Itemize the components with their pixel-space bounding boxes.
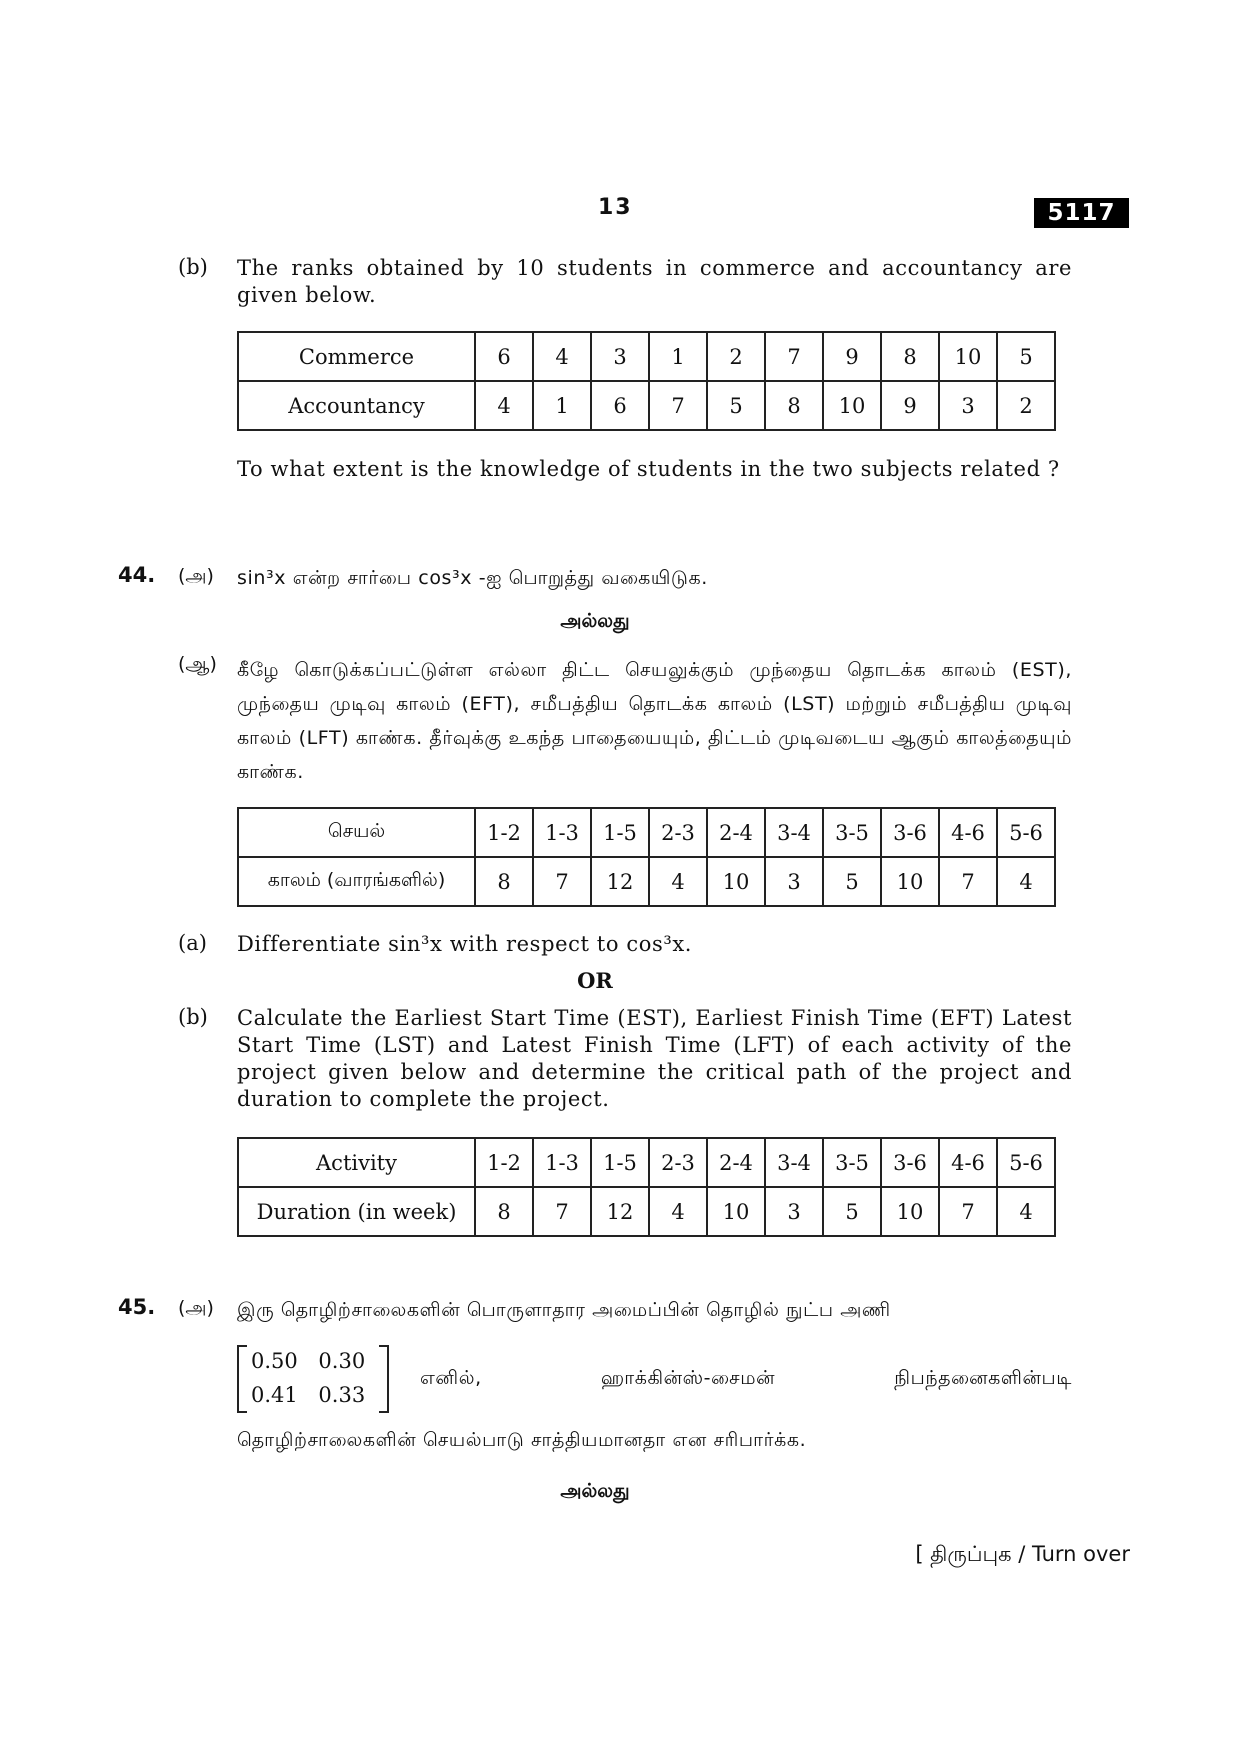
table-cell: 5	[823, 857, 881, 906]
q44-en-b-label: (b)	[178, 1005, 208, 1029]
q44-ta-b-label: (ஆ)	[178, 653, 217, 675]
table-cell: 1-5	[591, 808, 649, 857]
table-cell: 10	[707, 857, 765, 906]
table-row	[238, 857, 1055, 906]
table-cell: 4-6	[939, 1138, 997, 1187]
table-cell: 1	[533, 381, 591, 430]
turn-over-footer: [ திருப்புக / Turn over	[915, 1542, 1130, 1566]
q45-ta-a-mid: எனில், ஹாக்கின்ஸ்-சைமன் நிபந்தனைகளின்படி	[420, 1367, 1072, 1389]
table-cell: 1-2	[475, 1138, 533, 1187]
table-cell: 10	[939, 332, 997, 381]
table-cell: 2-3	[649, 808, 707, 857]
table-cell: 2	[707, 332, 765, 381]
table-cell: 8	[475, 1187, 533, 1236]
table-cell: 8	[765, 381, 823, 430]
table-cell: 3-4	[765, 808, 823, 857]
table-cell: 3-4	[765, 1138, 823, 1187]
en-activity-table	[237, 1137, 1056, 1237]
q43b-label: (b)	[178, 255, 208, 279]
table-cell: 7	[533, 1187, 591, 1236]
q45-ta-or: அல்லது	[560, 1480, 630, 1502]
table-cell: 5-6	[997, 808, 1055, 857]
q45-number: 45.	[118, 1295, 156, 1319]
q44-ta-b-text: கீழே கொடுக்கப்பட்டுள்ள எல்லா திட்ட செயலுக்கும் முந்தைய தொடக்க காலம் (EST), முந்தைய முடிவு காலம் (EFT), சமீபத்திய தொடக்க காலம் (LST) மற்றும் சமீபத்திய முடிவு காலம் (LFT) காண்க. தீர்வுக்கு உகந்த பாதையையும், திட்டம் முடிவடைய ஆகும் காலத்தையும் காண்க.	[237, 659, 1072, 783]
q44-en-or: OR	[577, 968, 613, 993]
table-cell: 2	[997, 381, 1055, 430]
table-cell: 7	[649, 381, 707, 430]
table-cell: 4	[533, 332, 591, 381]
table-row-head: காலம் (வாரங்களில்)	[238, 857, 475, 906]
q44-ta-a-text: sin³x என்ற சார்பை cos³x -ஐ பொறுத்து வகையிடுக.	[237, 567, 708, 589]
table-row-head: செயல்	[238, 808, 475, 857]
table-cell: 4-6	[939, 808, 997, 857]
table-cell: 12	[591, 1187, 649, 1236]
q44-en-b-text: Calculate the Earliest Start Time (EST), Earliest Finish Time (EFT) Latest Start Time (LST) and Latest Finish Time (LFT) of each activity of the project given below and determine the critical path of the project and duration to complete the project.	[237, 1006, 1072, 1111]
table-cell: 2-3	[649, 1138, 707, 1187]
table-cell: 3-6	[881, 808, 939, 857]
table-row-head: Commerce	[238, 332, 475, 381]
table-cell: 1-2	[475, 808, 533, 857]
table-cell: 10	[707, 1187, 765, 1236]
table-cell: 9	[881, 381, 939, 430]
matrix-row: 0.41 0.33	[251, 1383, 366, 1407]
table-cell: 3	[939, 381, 997, 430]
q44-en-a-label: (a)	[178, 931, 207, 955]
table-cell: 5	[823, 1187, 881, 1236]
table-cell: 6	[475, 332, 533, 381]
table-cell: 1	[649, 332, 707, 381]
technology-matrix	[237, 1345, 389, 1413]
q44-ta-or: அல்லது	[560, 610, 630, 632]
q45-ta-a-line3: தொழிற்சாலைகளின் செயல்பாடு சாத்தியமானதா என சரிபார்க்க.	[237, 1429, 807, 1451]
table-cell: 7	[939, 857, 997, 906]
table-cell: 4	[475, 381, 533, 430]
table-cell: 10	[823, 381, 881, 430]
table-row-head: Accountancy	[238, 381, 475, 430]
ta-activity-table	[237, 807, 1056, 907]
table-cell: 3	[591, 332, 649, 381]
table-row	[238, 1138, 1055, 1187]
table-cell: 7	[765, 332, 823, 381]
q44-number: 44.	[118, 563, 156, 587]
table-cell: 4	[997, 1187, 1055, 1236]
table-cell: 4	[649, 1187, 707, 1236]
paper-code-badge: 5117	[1034, 198, 1129, 228]
table-cell: 10	[881, 857, 939, 906]
table-cell: 5	[997, 332, 1055, 381]
table-row	[238, 381, 1055, 430]
table-cell: 6	[591, 381, 649, 430]
q43b-text: The ranks obtained by 10 students in commerce and accountancy are given below.	[237, 256, 1072, 307]
table-cell: 2-4	[707, 1138, 765, 1187]
table-cell: 7	[533, 857, 591, 906]
table-cell: 1-5	[591, 1138, 649, 1187]
q43b-question: To what extent is the knowledge of students in the two subjects related ?	[237, 457, 1060, 481]
table-cell: 3-5	[823, 1138, 881, 1187]
table-cell: 1-3	[533, 1138, 591, 1187]
page-number: 13	[598, 195, 633, 220]
q45-ta-a-label: (அ)	[178, 1297, 214, 1319]
table-cell: 5	[707, 381, 765, 430]
q45-ta-a-line1: இரு தொழிற்சாலைகளின் பொருளாதார அமைப்பின் தொழில் நுட்ப அணி	[237, 1299, 891, 1321]
table-row	[238, 808, 1055, 857]
table-cell: 4	[649, 857, 707, 906]
table-cell: 2-4	[707, 808, 765, 857]
table-cell: 3-5	[823, 808, 881, 857]
table-row	[238, 332, 1055, 381]
table-cell: 10	[881, 1187, 939, 1236]
q44-ta-a-label: (அ)	[178, 565, 214, 587]
table-cell: 4	[997, 857, 1055, 906]
q44-en-a-text: Differentiate sin³x with respect to cos³x.	[237, 932, 693, 956]
table-cell: 7	[939, 1187, 997, 1236]
table-cell: 8	[881, 332, 939, 381]
table-cell: 5-6	[997, 1138, 1055, 1187]
table-cell: 8	[475, 857, 533, 906]
table-cell: 9	[823, 332, 881, 381]
table-row-head: Activity	[238, 1138, 475, 1187]
table-cell: 3	[765, 1187, 823, 1236]
table-cell: 3	[765, 857, 823, 906]
table-cell: 12	[591, 857, 649, 906]
ranks-table	[237, 331, 1056, 431]
matrix-row: 0.50 0.30	[251, 1349, 366, 1373]
table-cell: 3-6	[881, 1138, 939, 1187]
table-row-head: Duration (in week)	[238, 1187, 475, 1236]
table-cell: 1-3	[533, 808, 591, 857]
table-row	[238, 1187, 1055, 1236]
